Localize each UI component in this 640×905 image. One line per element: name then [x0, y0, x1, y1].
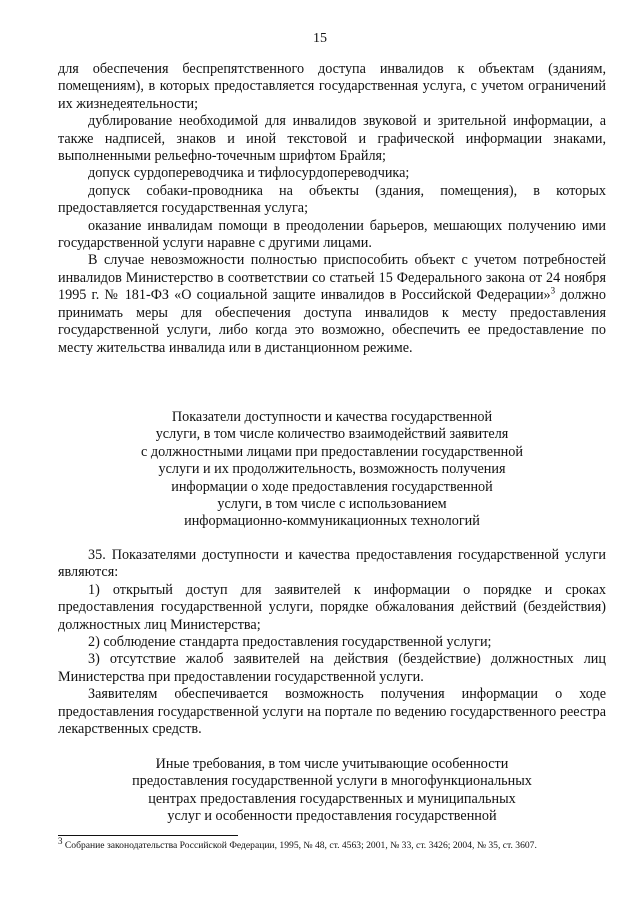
paragraph: 35. Показателями доступности и качества предоставления государственной услуги являются:	[58, 547, 606, 581]
heading-line: информации о ходе предоставления государственной	[171, 478, 493, 495]
heading-line: предоставления государственной услуги в многофункциональных	[132, 773, 532, 790]
heading-line: центрах предоставления государственных и муниципальных	[148, 790, 516, 807]
paragraph-text: должно принимать меры для обеспечения доступа инвалидов к месту предоставления государственной услуги, либо когда это возможно, обеспечить ее предоставление по месту жительства инвалида или в дистанционном режиме.	[58, 287, 606, 356]
accessibility-measures-section	[58, 61, 606, 357]
paragraph: оказание инвалидам помощи в преодолении барьеров, мешающих получению ими государственной услуги наравне с другими лицами.	[58, 217, 606, 252]
section-heading-other-requirements	[58, 756, 606, 826]
page-number: 15	[313, 31, 327, 46]
footnote-divider	[58, 835, 238, 836]
paragraph-with-footnote	[58, 252, 606, 356]
section-heading-accessibility-indicators	[58, 409, 606, 531]
paragraph: дублирование необходимой для инвалидов звуковой и зрительной информации, а также надписей, знаков и иной текстовой и графической информации знаками, выполненными рельефно-точечным шрифтом Брайля;	[58, 113, 606, 165]
section-35	[58, 547, 606, 738]
footnote	[58, 835, 618, 852]
heading-line: с должностными лицами при предоставлении государственной	[141, 443, 523, 460]
heading-line: Показатели доступности и качества государственной	[171, 409, 493, 425]
list-item: 1) открытый доступ для заявителей к информации о порядке и сроках предоставления государственной услуги, порядке обжалования действий (бездействия) должностных лиц Министерства;	[58, 581, 606, 633]
heading-line: информационно-коммуникационных технологий	[184, 513, 480, 530]
footnote-text: Собрание законодательства Российской Федерации, 1995, № 48, ст. 4563; 2001, № 33, ст. 3426; 2004, № 35, ст. 3607.	[62, 840, 537, 851]
paragraph: допуск собаки-проводника на объекты (здания, помещения), в которых предоставляется государственная услуга;	[58, 182, 606, 217]
heading-line: услуги, в том числе количество взаимодействий заявителя	[155, 426, 509, 443]
paragraph: для обеспечения беспрепятственного доступа инвалидов к объектам (зданиям, помещениям), в которых предоставляется государственная услуга, с учетом ограничений их жизнедеятельности;	[58, 61, 606, 112]
paragraph-text: В случае невозможности полностью приспособить объект с учетом потребностей инвалидов Министерство в соответствии со статьей 15 Федерального закона от 24 ноября 1995 г. № 181-ФЗ «О социальной защите инвалидов в Российской Федерации»	[58, 252, 606, 304]
heading-line: услуг и особенности предоставления государственной	[167, 808, 497, 825]
footnote-reference: 3	[550, 285, 556, 296]
paragraph: Заявителям обеспечивается возможность получения информации о ходе предоставления государственной услуги на портале по ведению государственного реестра лекарственных средств.	[58, 686, 606, 738]
heading-line: Иные требования, в том числе учитывающие особенности	[155, 756, 509, 772]
list-item: 3) отсутствие жалоб заявителей на действия (бездействие) должностных лиц Министерства при предоставлении государственной услуги.	[58, 651, 606, 685]
footnote-mark: 3	[58, 835, 63, 846]
heading-line: услуги, в том числе с использованием	[217, 496, 447, 513]
paragraph: допуск сурдопереводчика и тифлосурдопереводчика;	[88, 165, 410, 182]
list-item: 2) соблюдение стандарта предоставления государственной услуги;	[88, 634, 492, 651]
heading-line: услуги и их продолжительность, возможность получения	[158, 461, 506, 478]
